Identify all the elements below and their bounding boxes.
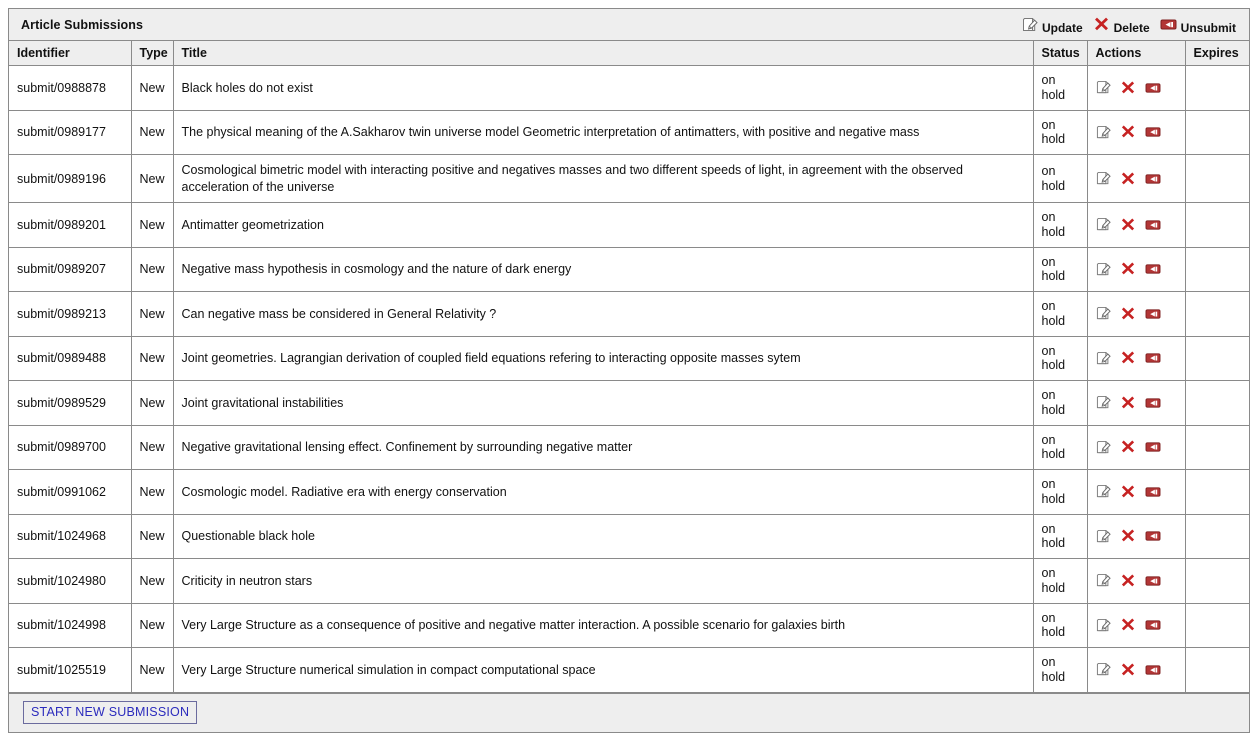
unsubmit-icon[interactable] [1145, 396, 1161, 410]
unsubmit-icon[interactable] [1145, 307, 1161, 321]
cell-type: New [131, 514, 173, 559]
table-row [9, 514, 1249, 559]
status-badge: on hold [1033, 470, 1087, 515]
update-icon[interactable] [1096, 306, 1111, 321]
column-header-identifier: Identifier [9, 41, 131, 66]
cell-type: New [131, 559, 173, 604]
cell-identifier: submit/1024998 [9, 603, 131, 648]
row-actions [1096, 617, 1177, 633]
column-header-actions: Actions [1087, 41, 1185, 66]
table-row [9, 110, 1249, 155]
table-row [9, 336, 1249, 381]
status-badge: on hold [1033, 292, 1087, 337]
cell-type: New [131, 155, 173, 203]
table-row [9, 203, 1249, 248]
delete-icon[interactable] [1120, 528, 1136, 544]
delete-icon[interactable] [1120, 484, 1136, 500]
cell-actions [1087, 155, 1185, 203]
update-icon[interactable] [1096, 80, 1111, 95]
unsubmit-icon[interactable] [1145, 262, 1161, 276]
cell-identifier: submit/1024980 [9, 559, 131, 604]
column-header-type: Type [131, 41, 173, 66]
delete-icon[interactable] [1120, 124, 1136, 140]
update-icon[interactable] [1096, 529, 1111, 544]
cell-identifier: submit/1024968 [9, 514, 131, 559]
panel-header [9, 9, 1249, 41]
row-actions [1096, 439, 1177, 455]
table-row [9, 559, 1249, 604]
cell-title: Questionable black hole [173, 514, 1033, 559]
cell-actions [1087, 247, 1185, 292]
delete-icon[interactable] [1120, 395, 1136, 411]
delete-icon[interactable] [1120, 350, 1136, 366]
cell-expires [1185, 470, 1249, 515]
cell-type: New [131, 110, 173, 155]
delete-icon [1093, 16, 1110, 33]
status-badge: on hold [1033, 66, 1087, 111]
cell-identifier: submit/0991062 [9, 470, 131, 515]
cell-expires [1185, 336, 1249, 381]
start-new-submission-button[interactable]: START NEW SUBMISSION [23, 701, 197, 724]
delete-icon[interactable] [1120, 217, 1136, 233]
row-actions [1096, 217, 1177, 233]
delete-icon[interactable] [1120, 80, 1136, 96]
delete-icon[interactable] [1120, 439, 1136, 455]
cell-actions [1087, 66, 1185, 111]
submissions-table [9, 41, 1249, 693]
update-icon[interactable] [1096, 440, 1111, 455]
delete-icon[interactable] [1120, 171, 1136, 187]
update-icon[interactable] [1096, 484, 1111, 499]
row-actions [1096, 395, 1177, 411]
legend-delete [1090, 16, 1153, 33]
row-actions [1096, 573, 1177, 589]
unsubmit-icon[interactable] [1145, 485, 1161, 499]
cell-title: Criticity in neutron stars [173, 559, 1033, 604]
cell-identifier: submit/0989529 [9, 381, 131, 426]
delete-icon[interactable] [1120, 573, 1136, 589]
unsubmit-icon[interactable] [1145, 529, 1161, 543]
legend-delete-label: Delete [1113, 20, 1150, 35]
row-actions [1096, 662, 1177, 678]
table-row [9, 470, 1249, 515]
cell-expires [1185, 66, 1249, 111]
status-badge: on hold [1033, 559, 1087, 604]
table-row [9, 425, 1249, 470]
cell-expires [1185, 203, 1249, 248]
legend [1019, 16, 1239, 33]
update-icon[interactable] [1096, 395, 1111, 410]
row-actions [1096, 80, 1177, 96]
status-badge: on hold [1033, 155, 1087, 203]
row-actions [1096, 528, 1177, 544]
status-badge: on hold [1033, 381, 1087, 426]
cell-identifier: submit/0989177 [9, 110, 131, 155]
unsubmit-icon[interactable] [1145, 125, 1161, 139]
table-row [9, 155, 1249, 203]
cell-expires [1185, 425, 1249, 470]
legend-unsubmit [1157, 17, 1239, 35]
cell-title: Joint geometries. Lagrangian derivation of coupled field equations refering to interacting opposite masses sytem [173, 336, 1033, 381]
unsubmit-icon[interactable] [1145, 574, 1161, 588]
cell-title: Black holes do not exist [173, 66, 1033, 111]
row-actions [1096, 124, 1177, 140]
cell-expires [1185, 648, 1249, 693]
delete-icon[interactable] [1120, 261, 1136, 277]
cell-title: Negative gravitational lensing effect. Confinement by surrounding negative matter [173, 425, 1033, 470]
table-row [9, 381, 1249, 426]
table-row [9, 292, 1249, 337]
cell-type: New [131, 292, 173, 337]
update-icon[interactable] [1096, 125, 1111, 140]
update-icon[interactable] [1096, 171, 1111, 186]
table-row [9, 648, 1249, 693]
table-row [9, 603, 1249, 648]
delete-icon[interactable] [1120, 617, 1136, 633]
legend-update-label: Update [1041, 20, 1083, 35]
status-badge: on hold [1033, 648, 1087, 693]
update-icon[interactable] [1096, 662, 1111, 677]
row-actions [1096, 171, 1177, 187]
status-badge: on hold [1033, 514, 1087, 559]
cell-actions [1087, 425, 1185, 470]
row-actions [1096, 350, 1177, 366]
unsubmit-icon[interactable] [1145, 81, 1161, 95]
column-header-status: Status [1033, 41, 1087, 66]
status-badge: on hold [1033, 110, 1087, 155]
cell-actions [1087, 292, 1185, 337]
update-icon[interactable] [1096, 217, 1111, 232]
table-head [9, 41, 1249, 66]
cell-type: New [131, 603, 173, 648]
cell-title: Cosmologic model. Radiative era with energy conservation [173, 470, 1033, 515]
cell-type: New [131, 381, 173, 426]
panel-footer [9, 693, 1249, 732]
unsubmit-icon[interactable] [1145, 618, 1161, 632]
column-header-expires: Expires [1185, 41, 1249, 66]
status-badge: on hold [1033, 203, 1087, 248]
cell-actions [1087, 381, 1185, 426]
legend-update [1019, 17, 1086, 33]
cell-identifier: submit/0989488 [9, 336, 131, 381]
unsubmit-icon[interactable] [1145, 351, 1161, 365]
cell-actions [1087, 470, 1185, 515]
cell-expires [1185, 603, 1249, 648]
cell-actions [1087, 203, 1185, 248]
cell-type: New [131, 648, 173, 693]
cell-expires [1185, 155, 1249, 203]
cell-actions [1087, 514, 1185, 559]
cell-actions [1087, 648, 1185, 693]
cell-identifier: submit/0989196 [9, 155, 131, 203]
cell-type: New [131, 247, 173, 292]
cell-expires [1185, 292, 1249, 337]
cell-title: Joint gravitational instabilities [173, 381, 1033, 426]
cell-title: Very Large Structure as a consequence of positive and negative matter interaction. A possible scenario for galaxies birth [173, 603, 1033, 648]
article-submissions-panel [8, 8, 1250, 733]
cell-identifier: submit/0989207 [9, 247, 131, 292]
status-badge: on hold [1033, 336, 1087, 381]
cell-expires [1185, 381, 1249, 426]
row-actions [1096, 306, 1177, 322]
table-row [9, 247, 1249, 292]
cell-type: New [131, 425, 173, 470]
table-row [9, 66, 1249, 111]
row-actions [1096, 484, 1177, 500]
status-badge: on hold [1033, 603, 1087, 648]
page-title: Article Submissions [21, 17, 144, 32]
cell-type: New [131, 470, 173, 515]
cell-actions [1087, 336, 1185, 381]
cell-identifier: submit/0989213 [9, 292, 131, 337]
cell-identifier: submit/0989201 [9, 203, 131, 248]
update-icon[interactable] [1096, 351, 1111, 366]
cell-title: Cosmological bimetric model with interacting positive and negatives masses and two different speeds of light, in agreement with the observed acceleration of the universe [173, 155, 1033, 203]
status-badge: on hold [1033, 425, 1087, 470]
cell-type: New [131, 66, 173, 111]
cell-type: New [131, 203, 173, 248]
cell-expires [1185, 559, 1249, 604]
delete-icon[interactable] [1120, 306, 1136, 322]
cell-identifier: submit/0989700 [9, 425, 131, 470]
unsubmit-icon [1160, 17, 1177, 32]
cell-title: Negative mass hypothesis in cosmology and the nature of dark energy [173, 247, 1033, 292]
unsubmit-icon[interactable] [1145, 172, 1161, 186]
update-icon[interactable] [1096, 262, 1111, 277]
cell-type: New [131, 336, 173, 381]
legend-unsubmit-label: Unsubmit [1180, 20, 1236, 35]
row-actions [1096, 261, 1177, 277]
cell-expires [1185, 247, 1249, 292]
cell-actions [1087, 559, 1185, 604]
cell-identifier: submit/0988878 [9, 66, 131, 111]
cell-title: Can negative mass be considered in General Relativity ? [173, 292, 1033, 337]
cell-actions [1087, 603, 1185, 648]
update-icon [1022, 17, 1038, 33]
update-icon[interactable] [1096, 618, 1111, 633]
unsubmit-icon[interactable] [1145, 663, 1161, 677]
column-header-title: Title [173, 41, 1033, 66]
cell-actions [1087, 110, 1185, 155]
cell-identifier: submit/1025519 [9, 648, 131, 693]
unsubmit-icon[interactable] [1145, 218, 1161, 232]
cell-title: The physical meaning of the A.Sakharov twin universe model Geometric interpretation of antimatters, with positive and negative mass [173, 110, 1033, 155]
update-icon[interactable] [1096, 573, 1111, 588]
cell-expires [1185, 514, 1249, 559]
status-badge: on hold [1033, 247, 1087, 292]
cell-expires [1185, 110, 1249, 155]
cell-title: Antimatter geometrization [173, 203, 1033, 248]
cell-title: Very Large Structure numerical simulation in compact computational space [173, 648, 1033, 693]
unsubmit-icon[interactable] [1145, 440, 1161, 454]
table-header-row [9, 41, 1249, 66]
delete-icon[interactable] [1120, 662, 1136, 678]
table-body [9, 66, 1249, 693]
